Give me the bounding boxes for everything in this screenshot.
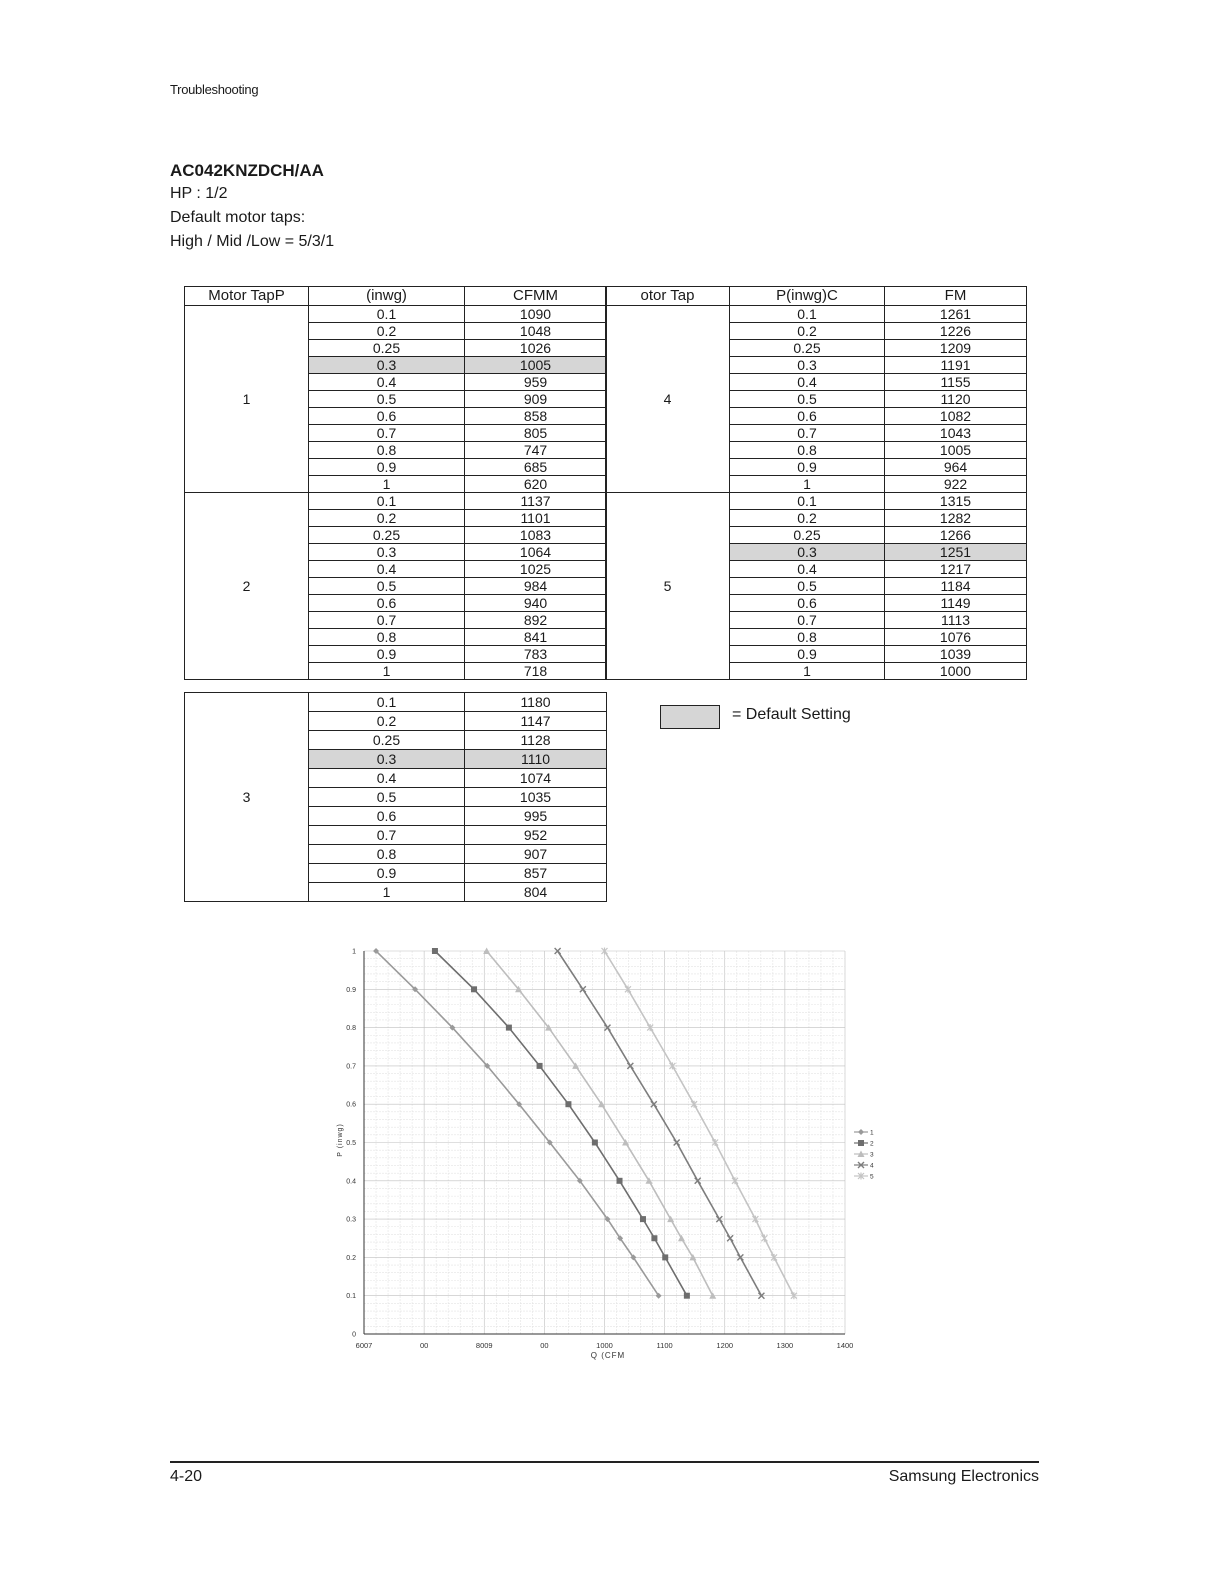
data-point xyxy=(727,1235,733,1241)
pressure-cell: 0.6 xyxy=(730,595,885,612)
pressure-cell: 0.3 xyxy=(730,357,885,374)
default-setting-swatch xyxy=(660,705,720,729)
x-tick-label: 1200 xyxy=(716,1341,734,1350)
motor-tap-cell: 5 xyxy=(606,493,730,680)
table-row xyxy=(606,493,1027,510)
x-axis-label: Q (CFM xyxy=(590,1351,626,1360)
data-point xyxy=(662,1254,668,1260)
section-label: Troubleshooting xyxy=(170,82,259,97)
data-point xyxy=(537,1063,543,1069)
pressure-cell: 0.4 xyxy=(730,374,885,391)
cfm-cell: 940 xyxy=(465,595,607,612)
pressure-cell: 0.25 xyxy=(730,340,885,357)
page-number: 4-20 xyxy=(170,1468,203,1485)
table-row xyxy=(606,306,1027,323)
default-taps-label: Default motor taps: xyxy=(170,209,306,226)
airflow-table-right xyxy=(605,286,1027,680)
header-pressure: (inwg) xyxy=(309,287,465,306)
cfm-cell: 1005 xyxy=(465,357,607,374)
data-point xyxy=(651,1235,657,1241)
pressure-cell: 0.3 xyxy=(730,544,885,561)
pressure-cell: 0.2 xyxy=(730,323,885,340)
pressure-cell: 0.4 xyxy=(309,561,465,578)
y-axis-label: P (inwg) xyxy=(337,1123,344,1157)
data-point xyxy=(432,948,438,954)
pressure-cell: 0.3 xyxy=(309,544,465,561)
series-2 xyxy=(432,948,690,1299)
company-name: Samsung Electronics xyxy=(888,1468,1039,1485)
cfm-cell: 1025 xyxy=(465,561,607,578)
y-tick-label: 0.7 xyxy=(346,1063,356,1071)
cfm-cell: 858 xyxy=(465,408,607,425)
cfm-cell: 1048 xyxy=(465,323,607,340)
pressure-cell: 0.2 xyxy=(309,510,465,527)
cfm-cell: 1137 xyxy=(465,493,607,510)
cfm-cell: 1315 xyxy=(885,493,1027,510)
legend-item xyxy=(854,1129,874,1137)
y-tick-label: 1 xyxy=(352,948,356,956)
cfm-cell: 747 xyxy=(465,442,607,459)
pressure-cell: 0.2 xyxy=(309,712,465,731)
data-point xyxy=(640,1216,646,1222)
pressure-cell: 0.7 xyxy=(309,826,465,845)
cfm-cell: 1005 xyxy=(885,442,1027,459)
x-tick-label: 1000 xyxy=(596,1341,613,1350)
cfm-cell: 995 xyxy=(465,807,607,826)
cfm-cell: 1282 xyxy=(885,510,1027,527)
pressure-cell: 0.25 xyxy=(309,527,465,544)
pressure-cell: 0.4 xyxy=(730,561,885,578)
chart-grid xyxy=(364,951,845,1334)
pressure-cell: 0.5 xyxy=(309,578,465,595)
cfm-cell: 1039 xyxy=(885,646,1027,663)
cfm-cell: 1101 xyxy=(465,510,607,527)
pressure-cell: 0.6 xyxy=(309,595,465,612)
pressure-cell: 0.2 xyxy=(309,323,465,340)
cfm-cell: 907 xyxy=(465,845,607,864)
x-tick-label: 1100 xyxy=(656,1341,673,1350)
pressure-cell: 1 xyxy=(730,476,885,493)
pressure-cell: 0.9 xyxy=(309,646,465,663)
cfm-cell: 964 xyxy=(885,459,1027,476)
motor-tap-cell: 1 xyxy=(185,306,309,493)
legend-label: 3 xyxy=(870,1151,874,1159)
pressure-cell: 0.8 xyxy=(730,629,885,646)
cfm-cell: 1184 xyxy=(885,578,1027,595)
pressure-cell: 0.9 xyxy=(730,646,885,663)
cfm-cell: 922 xyxy=(885,476,1027,493)
cfm-cell: 620 xyxy=(465,476,607,493)
y-tick-label: 0.9 xyxy=(346,986,356,994)
pressure-cell: 0.8 xyxy=(309,442,465,459)
cfm-cell: 1209 xyxy=(885,340,1027,357)
pressure-cell: 0.25 xyxy=(730,527,885,544)
pressure-cell: 0.8 xyxy=(309,629,465,646)
cfm-cell: 1090 xyxy=(465,306,607,323)
pressure-cell: 0.8 xyxy=(730,442,885,459)
cfm-cell: 1120 xyxy=(885,391,1027,408)
header-cfm: FM xyxy=(885,287,1027,306)
default-taps-value: High / Mid /Low = 5/3/1 xyxy=(170,233,335,250)
cfm-cell: 685 xyxy=(465,459,607,476)
pressure-cell: 0.25 xyxy=(309,340,465,357)
data-point xyxy=(506,1025,512,1031)
pressure-cell: 0.9 xyxy=(309,459,465,476)
cfm-cell: 718 xyxy=(465,663,607,680)
series-line xyxy=(605,951,794,1296)
pressure-cell: 0.3 xyxy=(309,750,465,769)
legend-item xyxy=(854,1151,874,1159)
y-tick-label: 0.8 xyxy=(346,1025,356,1033)
header-motor-tap: Motor TapP xyxy=(185,287,309,306)
chart-series xyxy=(373,948,797,1300)
cfm-cell: 1155 xyxy=(885,374,1027,391)
cfm-cell: 1266 xyxy=(885,527,1027,544)
pressure-cell: 0.1 xyxy=(309,693,465,712)
legend-item xyxy=(854,1173,874,1181)
pressure-cell: 0.9 xyxy=(309,864,465,883)
cfm-cell: 804 xyxy=(465,883,607,902)
legend-item xyxy=(854,1162,874,1170)
pressure-cell: 0.1 xyxy=(730,306,885,323)
cfm-cell: 909 xyxy=(465,391,607,408)
y-tick-label: 0.6 xyxy=(346,1101,356,1109)
legend-item xyxy=(854,1140,874,1148)
cfm-cell: 1147 xyxy=(465,712,607,731)
pressure-cell: 0.1 xyxy=(730,493,885,510)
hp-rating: HP : 1/2 xyxy=(170,185,228,202)
data-point xyxy=(565,1101,571,1107)
airflow-table-tap3 xyxy=(184,692,607,902)
pressure-cell: 0.6 xyxy=(730,408,885,425)
pressure-cell: 0.2 xyxy=(730,510,885,527)
cfm-cell: 1180 xyxy=(465,693,607,712)
airflow-table-left xyxy=(184,286,607,680)
y-tick-label: 0.3 xyxy=(346,1216,356,1224)
cfm-cell: 959 xyxy=(465,374,607,391)
cfm-cell: 1261 xyxy=(885,306,1027,323)
pressure-cell: 0.5 xyxy=(309,391,465,408)
legend-label: 1 xyxy=(870,1129,874,1137)
legend-label: 4 xyxy=(870,1162,874,1170)
y-tick-label: 0.5 xyxy=(346,1140,356,1147)
data-point xyxy=(684,1293,690,1299)
cfm-cell: 952 xyxy=(465,826,607,845)
cfm-cell: 1128 xyxy=(465,731,607,750)
cfm-cell: 984 xyxy=(465,578,607,595)
legend-label: 5 xyxy=(870,1173,874,1181)
cfm-cell: 841 xyxy=(465,629,607,646)
pressure-cell: 0.1 xyxy=(309,306,465,323)
y-tick-label: 0.2 xyxy=(346,1254,356,1262)
fan-curve-chart xyxy=(330,940,890,1370)
series-line xyxy=(376,951,659,1296)
motor-tap-cell: 2 xyxy=(185,493,309,680)
cfm-cell: 1113 xyxy=(885,612,1027,629)
data-point xyxy=(471,986,477,992)
x-tick-label: 8009 xyxy=(475,1341,493,1350)
cfm-cell: 1110 xyxy=(465,750,607,769)
header-cfm: CFMM xyxy=(465,287,607,306)
pressure-cell: 0.9 xyxy=(730,459,885,476)
cfm-cell: 1026 xyxy=(465,340,607,357)
pressure-cell: 0.8 xyxy=(309,845,465,864)
cfm-cell: 1043 xyxy=(885,425,1027,442)
cfm-cell: 892 xyxy=(465,612,607,629)
footer-rule xyxy=(170,1461,1039,1463)
pressure-cell: 1 xyxy=(309,663,465,680)
pressure-cell: 0.7 xyxy=(730,612,885,629)
pressure-cell: 0.6 xyxy=(309,807,465,826)
table-header-row xyxy=(185,287,607,306)
y-tick-label: 0.1 xyxy=(346,1293,356,1301)
cfm-cell: 783 xyxy=(465,646,607,663)
pressure-cell: 0.5 xyxy=(309,788,465,807)
cfm-cell: 1083 xyxy=(465,527,607,544)
cfm-cell: 1035 xyxy=(465,788,607,807)
cfm-cell: 1251 xyxy=(885,544,1027,561)
cfm-cell: 1076 xyxy=(885,629,1027,646)
default-setting-label: = Default Setting xyxy=(732,706,851,723)
cfm-cell: 857 xyxy=(465,864,607,883)
series-line xyxy=(558,951,762,1296)
cfm-cell: 805 xyxy=(465,425,607,442)
pressure-cell: 0.7 xyxy=(309,612,465,629)
cfm-cell: 1082 xyxy=(885,408,1027,425)
table-row xyxy=(185,493,607,510)
cfm-cell: 1074 xyxy=(465,769,607,788)
y-tick-label: 0 xyxy=(352,1331,356,1339)
x-tick-label: 6007 xyxy=(355,1341,373,1350)
cfm-cell: 1217 xyxy=(885,561,1027,578)
table-row xyxy=(185,693,607,712)
pressure-cell: 0.25 xyxy=(309,731,465,750)
series-1 xyxy=(373,948,662,1299)
motor-tap-cell: 3 xyxy=(185,693,309,902)
data-point xyxy=(761,1235,767,1242)
series-line xyxy=(435,951,687,1296)
pressure-cell: 0.7 xyxy=(730,425,885,442)
cfm-cell: 1226 xyxy=(885,323,1027,340)
legend-label: 2 xyxy=(870,1140,874,1148)
x-tick-label: 00 xyxy=(540,1341,549,1350)
pressure-cell: 0.1 xyxy=(309,493,465,510)
pressure-cell: 1 xyxy=(309,883,465,902)
pressure-cell: 0.5 xyxy=(730,578,885,595)
pressure-cell: 0.4 xyxy=(309,374,465,391)
pressure-cell: 0.4 xyxy=(309,769,465,788)
header-pressure: P(inwg)C xyxy=(730,287,885,306)
chart-legend xyxy=(854,1129,874,1181)
pressure-cell: 0.3 xyxy=(309,357,465,374)
pressure-cell: 0.5 xyxy=(730,391,885,408)
data-point xyxy=(858,1140,864,1146)
table-header-row xyxy=(606,287,1027,306)
pressure-cell: 1 xyxy=(730,663,885,680)
data-point xyxy=(592,1140,598,1146)
cfm-cell: 1000 xyxy=(885,663,1027,680)
model-name: AC042KNZDCH/AA xyxy=(170,161,324,180)
pressure-cell: 0.6 xyxy=(309,408,465,425)
x-tick-label: 1400 xyxy=(836,1341,854,1350)
data-point xyxy=(617,1178,623,1184)
x-tick-label: 1300 xyxy=(776,1341,794,1350)
data-point xyxy=(678,1235,685,1242)
series-5 xyxy=(602,948,797,1300)
pressure-cell: 0.7 xyxy=(309,425,465,442)
table-row xyxy=(185,306,607,323)
cfm-cell: 1064 xyxy=(465,544,607,561)
series-3 xyxy=(483,948,716,1299)
cfm-cell: 1191 xyxy=(885,357,1027,374)
cfm-cell: 1149 xyxy=(885,595,1027,612)
motor-tap-cell: 4 xyxy=(606,306,730,493)
x-tick-label: 00 xyxy=(419,1341,429,1350)
header-motor-tap: otor Tap xyxy=(606,287,730,306)
y-tick-label: 0.4 xyxy=(346,1178,356,1186)
data-point xyxy=(858,1129,864,1135)
pressure-cell: 1 xyxy=(309,476,465,493)
